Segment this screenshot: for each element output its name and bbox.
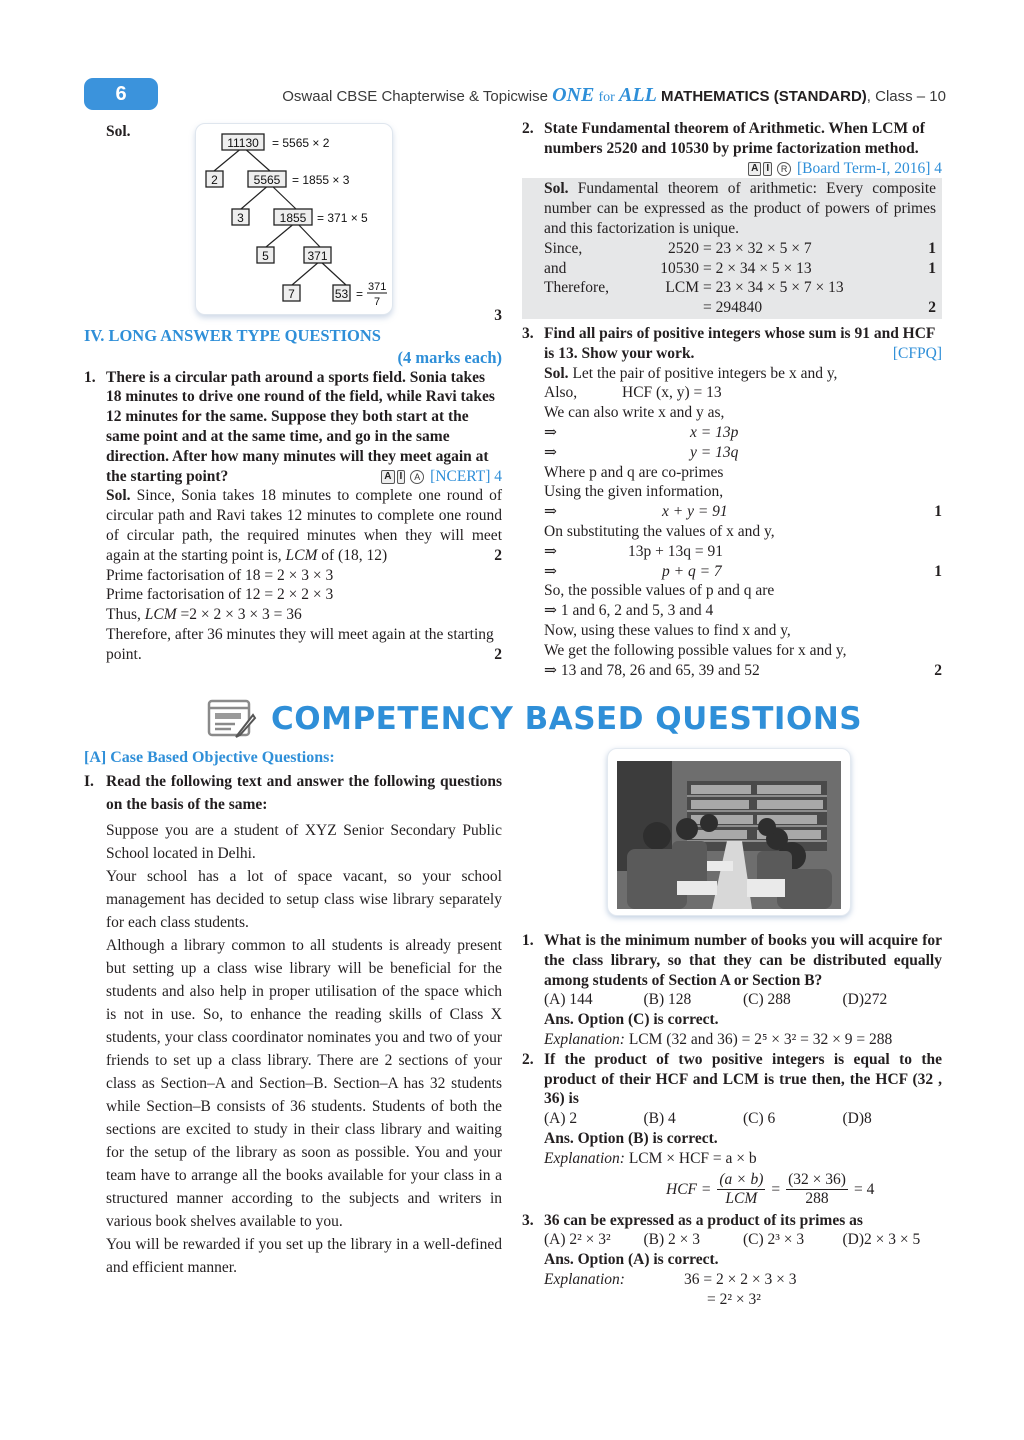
options <box>544 990 942 1010</box>
solution-body: Sol. Since, Sonia takes 18 minutes to complete one round of circular path and Ravi takes 12 minutes to complete one round of circular path, the required minutes when they will meet again at the starting point is, LCM of (18, 12) 2 <box>106 487 502 564</box>
svg-text:371: 371 <box>368 281 387 293</box>
ai-badge-icon: A I A <box>381 470 424 484</box>
option-d: (D)8 <box>842 1110 872 1128</box>
solution-body: Sol. Let the pair of positive integers be x and y, Also, HCF (x, y) = 13 We can also write x and y as, ⇒ x = 13p ⇒ y = 13q Where p and q are co-primes Using the given information, ⇒ x + y = 91 1 On substituting the values of x and y, ⇒ 13p + 13q = 91 ⇒ p + q = 7 1 So, the possible values of p and q are ⇒ 1 and 6, 2 and 5, 3 and 4 Now, using these values to find x and y, We get the following possible values for x and y, ⇒ 13 and 78, 26 and 65, 39 and 52 2 <box>544 364 942 679</box>
node-11130: 11130 <box>227 136 259 150</box>
question-2-fundamental-theorem: 2. State Fundamental theorem of Arithmetic. When LCM of numbers 2520 and 10530 by prime factorization method. A I R [Board Term-I, 2016] 4 Sol. Fundamental theorem of arithmetic: Every composite number can be expressed as the product of powers of primes and this factorization is unique. Since, 2520 = 23 × 32 × 5 × 7 1 and 10530 = 2 × 34 × 5 × 13 1 Therefore, LCM = 23 × 34 × 5 × 7 × 13 = 294840 2 <box>522 119 942 319</box>
long-answer-section <box>84 326 502 665</box>
subject-name: MATHEMATICS (STANDARD) <box>660 88 867 105</box>
option-c: (C) 2³ × 3 <box>743 1231 805 1249</box>
question-reference: [Board Term-I, 2016] <box>797 159 931 177</box>
svg-text:= 5565 × 2: = 5565 × 2 <box>272 136 330 150</box>
explanation: Explanation: 36 = 2 × 2 × 3 × 3 <box>544 1270 797 1288</box>
question-text: State Fundamental theorem of Arithmetic. When LCM of numbers 2520 and 10530 by prime factorization method. <box>544 120 925 157</box>
case-paragraph: Suppose you are a student of XYZ Senior Secondary Public School located in Delhi. <box>106 822 502 862</box>
node-3: 3 <box>237 211 244 225</box>
section-heading: IV. LONG ANSWER TYPE QUESTIONS <box>84 326 381 345</box>
node-371: 371 <box>307 249 328 263</box>
option-a: (A) 2 <box>544 1110 578 1128</box>
question-marks: 4 <box>494 467 502 485</box>
node-53: 53 <box>334 287 349 301</box>
competency-section-title <box>207 695 862 743</box>
question-reference: [NCERT] <box>430 467 491 485</box>
mcq-1: 1. What is the minimum number of books you will acquire for the class library, so that they can be distributed equally among students of Section A or Section B? (A) 144 (B) 128 (C) 288 (D)272 Ans. Option (C) is correct. Explanation: LCM (32 and 36) = 2⁵ × 3² = 32 × 9 = 288 <box>522 932 942 1048</box>
option-a: (A) 2² × 3² <box>544 1231 611 1249</box>
solution-line: Prime factorisation of 12 = 2 × 2 × 3 <box>106 586 334 604</box>
factor-tree-lines <box>196 124 394 316</box>
question-text: If the product of two positive integers is equal to the product of their HCF and LCM is true then, the HCF (32 , 36) is <box>544 1050 942 1108</box>
question-1: 1. There is a circular path around a sports field. Sonia takes 18 minutes to drive one round of the field, while Ravi takes 12 minutes for the same. Suppose they both start at the same point and at the same time, and go in the same direction. After how many minutes will they meet again at the starting point? A I A [NCERT] 4 Sol. Since, Sonia takes 18 minutes to complete one round of circular path and Ravi takes 12 minutes to complete one round of circular path, the required minutes when they will meet again at the starting point is, LCM of (18, 12) 2 Prime factorisation of 18 = 2 × 3 × 3 Prime factorisation of 12 = 2 × 2 × 3 Thus, LCM =2 × 2 × 3 × 3 = 36 Therefore, after 36 minutes they will meet again at the starting point. 2 <box>84 368 502 663</box>
tree-mark-row <box>84 306 502 326</box>
case-questions <box>522 931 942 1310</box>
case-paragraph: You will be rewarded if you set up the library in a well-defined and efficient manner. <box>106 1236 502 1276</box>
question-reference: [CFPQ] <box>892 344 942 362</box>
worksheet-pencil-icon <box>207 699 257 739</box>
case-prompt: Read the following text and answer the following questions on the basis of the same: <box>106 773 502 813</box>
page-header <box>84 78 946 110</box>
option-c: (C) 6 <box>743 1110 776 1128</box>
students-reading-in-library-photo <box>617 761 841 909</box>
ai-badge-icon: A I R <box>748 162 791 176</box>
option-d: (D)2 × 3 × 5 <box>842 1231 921 1249</box>
option-b: (B) 128 <box>643 991 692 1009</box>
node-7: 7 <box>288 287 295 301</box>
node-5: 5 <box>262 249 269 263</box>
svg-text:= 1855 × 3: = 1855 × 3 <box>292 173 350 187</box>
node-1855: 1855 <box>279 211 307 225</box>
solution-line: Prime factorisation of 18 = 2 × 3 × 3 <box>106 566 334 584</box>
page-number-badge: 6 <box>84 78 158 110</box>
library-photo-card <box>607 748 851 916</box>
class-label: , Class – 10 <box>866 88 946 105</box>
node-2: 2 <box>211 173 218 187</box>
svg-text:= 371 × 5: = 371 × 5 <box>317 211 368 225</box>
solution-line: Therefore, after 36 minutes they will meet again at the starting point. 2 <box>106 625 502 663</box>
answer-line: Ans. Option (B) is correct. <box>544 1129 718 1147</box>
question-text: Find all pairs of positive integers whose sum is 91 and HCF is 13. Show your work. <box>544 325 935 362</box>
options <box>544 1230 942 1250</box>
question-text: There is a circular path around a sports field. Sonia takes 18 minutes to drive one round of the field, while Ravi takes 12 minutes for the same. Suppose they both start at the same point and at the same time, and go in the same direction. After how many minutes will they meet again at the starting point? <box>106 368 495 485</box>
subsection-heading: [A] Case Based Objective Questions: <box>84 749 335 766</box>
brand-all: ALL <box>619 84 657 106</box>
question-text: 36 can be expressed as a product of its primes as <box>544 1211 863 1229</box>
factor-tree-diagram <box>195 123 393 315</box>
option-d: (D)272 <box>842 991 888 1009</box>
mark-value: 3 <box>494 307 502 324</box>
question-text: What is the minimum number of books you will acquire for the class library, so that they can be distributed equally among students of Section A or Section B? <box>544 932 942 989</box>
node-5565: 5565 <box>253 173 281 187</box>
solution-line: Thus, LCM =2 × 2 × 3 × 3 = 36 <box>106 606 302 624</box>
explanation: Explanation: LCM × HCF = a × b <box>544 1149 757 1167</box>
publisher-name: Oswaal CBSE Chapterwise & Topicwise <box>282 88 548 105</box>
option-a: (A) 144 <box>544 991 593 1009</box>
explanation-line: = 2² × 3² <box>707 1290 761 1308</box>
svg-text:=: = <box>356 287 364 301</box>
svg-text:7: 7 <box>374 296 381 308</box>
sol-label: Sol. <box>106 123 131 140</box>
marks-note: (4 marks each) <box>397 347 502 367</box>
brand-for: for <box>598 90 615 105</box>
option-b: (B) 4 <box>643 1110 676 1128</box>
explanation: Explanation: LCM (32 and 36) = 2⁵ × 3² = 32 × 9 = 288 <box>544 1030 893 1048</box>
question-3-hcf-pairs: 3. Find all pairs of positive integers whose sum is 91 and HCF is 13. Show your work. [CFPQ] Sol. Let the pair of positive integers be x and y, Also, HCF (x, y) = 13 We can also write x and y as, ⇒ x = 13p ⇒ y = 13q Where p and q are co-primes Using the given information, ⇒ x + y = 91 1 On substituting the values of x and y, ⇒ 13p + 13q = 91 ⇒ p + q = 7 1 So, the possible values of p and q are ⇒ 1 and 6, 2 and 5, 3 and 4 Now, using these values to find x and y, We get the following possible values for x and y, ⇒ 13 and 78, 26 and 65, 39 and 52 2 <box>522 325 942 679</box>
case-paragraph: Your school has a lot of space vacant, so your school management has decided to setup class wise library separately for each class students. <box>106 868 502 931</box>
case-based-section: [A] Case Based Objective Questions: I. Read the following text and answer the following questions on the basis of the same: Suppose you are a student of XYZ Senior Secondary Public School located in Delhi. Your school has a lot of space vacant, so your school management has decided to setup class wise library separately for each class students. Although a library common to all students is already present but setting up a class wise library will be beneficial for the students and also help in proper utilisation of the space which is not in use. So, to enhance the reading skills of Class X students, your class coordinator nominates you and two of your friends to set up a class library. There are 2 sections of your class as Section–A and Section–B. Section–A has 32 students while Section–B consists of 36 students. Students of both the sections are excited to study in their class library and waiting for the setup of the library as soon as possible. You and your team have to arrange all the books available for your class in a structured manner according to the subjects and writers in various book shelves available to you. You will be rewarded if you set up the library in a well-defined and efficient manner. <box>84 746 502 1279</box>
option-c: (C) 288 <box>743 991 791 1009</box>
factorization-table: Since, 2520 = 23 × 32 × 5 × 7 1 and 10530 = 2 × 34 × 5 × 13 1 Therefore, LCM = 23 × 34 × 5 × 7 × 13 = 294840 2 <box>544 239 936 317</box>
options <box>544 1109 942 1129</box>
mcq-2: 2. If the product of two positive integers is equal to the product of their HCF and LCM is true then, the HCF (32 , 36) is (A) 2 (B) 4 (C) 6 (D)8 Ans. Option (B) is correct. Explanation: LCM × HCF = a × b HCF = $\frac{(a \times b)}{\text{LCM}}$ = $\frac{(32 \times 36)}{288}$ = 4 <box>522 1050 942 1211</box>
option-b: (B) 2 × 3 <box>643 1231 701 1249</box>
case-paragraph: Although a library common to all students is already present but setting up a class wise library will be beneficial for the students and also help in proper utilisation of the space which is not in use. So, to enhance the reading skills of Class X students, your class coordinator nominates you and two of your friends to set up a class library. There are 2 sections of your class as Section–A and Section–B. Section–A has 32 students while Section–B consists of 36 students. Students of both the sections are excited to study in their class library and waiting for the setup of the library as soon as possible. You and your team have to arrange all the books available for your class in a structured manner according to the subjects and writers in various book shelves available to you. <box>106 937 502 1230</box>
answer-line: Ans. Option (A) is correct. <box>544 1251 719 1269</box>
hcf-fraction-equation: HCF = $\frac{(a \times b)}{\text{LCM}}$ = $\frac{(32 \times 36)}{288}$ = 4 <box>666 1171 875 1208</box>
running-title <box>282 84 946 107</box>
answer-line: Ans. Option (C) is correct. <box>544 1011 719 1029</box>
section-title: COMPETENCY BASED QUESTIONS <box>271 701 863 737</box>
question-marks: 4 <box>934 159 942 177</box>
solution-box: Sol. Fundamental theorem of arithmetic: Every composite number can be expressed as the product of powers of primes and this factorization is unique. Since, 2520 = 23 × 32 × 5 × 7 1 and 10530 = 2 × 34 × 5 × 13 1 Therefore, LCM = 23 × 34 × 5 × 7 × 13 = 294840 2 <box>522 178 942 319</box>
brand-one: ONE <box>552 84 595 106</box>
mcq-3: 3. 36 can be expressed as a product of its primes as (A) 2² × 3² (B) 2 × 3 (C) 2³ × 3 (D)2 × 3 × 5 Ans. Option (A) is correct. Explanation: 36 = 2 × 2 × 3 × 3 = 2² × 3² <box>522 1211 942 1310</box>
